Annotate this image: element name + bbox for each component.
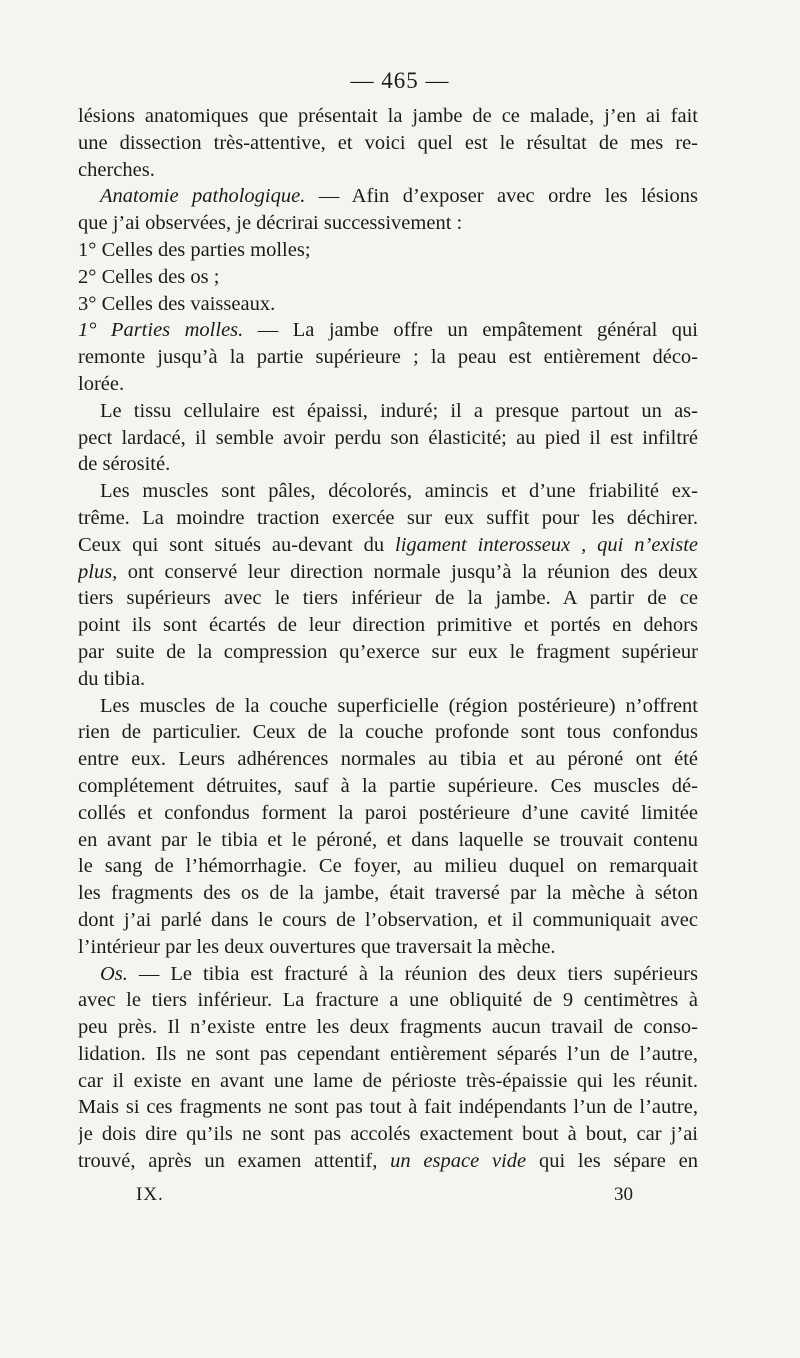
line-text: Ceux qui sont situés au-devant du <box>78 533 396 556</box>
line-text: lidation. Ils ne sont pas cependant entièrement séparés l’un de l’autre, <box>78 1042 698 1065</box>
italic-text: plus, <box>78 560 118 583</box>
line-text: complétement détruites, sauf à la partie supérieure. Ces muscles dé- <box>78 774 698 797</box>
text-line <box>78 666 698 693</box>
line-text: pect lardacé, il semble avoir perdu son élasticité; au pied il est infiltré <box>78 426 698 449</box>
text-line <box>78 425 698 452</box>
text-line <box>78 961 698 988</box>
line-text: 1° Celles des parties molles; <box>78 238 311 261</box>
italic-text: 1° Parties molles. <box>78 319 244 342</box>
text-line <box>78 183 698 210</box>
line-text: point ils sont écartés de leur direction primitive et portés en dehors <box>78 614 698 637</box>
line-text: collés et confondus forment la paroi postérieure d’une cavité limitée <box>78 801 698 824</box>
line-text: qui les sépare en <box>526 1150 698 1173</box>
line-text: remonte jusqu’à la partie supérieure ; la peau est entièrement déco- <box>78 346 698 369</box>
text-line <box>78 1094 698 1121</box>
text-line <box>78 532 698 559</box>
text-line <box>78 907 698 934</box>
line-text: — Afin d’exposer avec ordre les lésions <box>305 185 698 208</box>
line-text: cherches. <box>78 158 155 181</box>
line-text: les fragments des os de la jambe, était traversé par la mèche à séton <box>78 882 698 905</box>
text-line <box>78 800 698 827</box>
text-line <box>78 237 698 264</box>
line-text: avec le tiers inférieur. La fracture a une obliquité de 9 centimètres à <box>78 989 698 1012</box>
line-text: du tibia. <box>78 667 146 690</box>
line-text: Mais si ces fragments ne sont pas tout à fait indépendants l’un de l’autre, <box>78 1096 698 1119</box>
line-text: lésions anatomiques que présentait la jambe de ce malade, j’en ai fait <box>78 105 698 127</box>
text-line <box>78 612 698 639</box>
text-line <box>78 1148 698 1175</box>
line-text: dont j’ai parlé dans le cours de l’observation, et il communiquait avec <box>78 908 698 931</box>
line-text: car il existe en avant une lame de périoste très-épaissie qui les réunit. <box>78 1069 698 1092</box>
text-line <box>78 639 698 666</box>
text-line <box>78 880 698 907</box>
line-text: trême. La moindre traction exercée sur eux suffit pour les déchirer. <box>78 506 698 529</box>
text-line <box>78 317 698 344</box>
text-line <box>78 505 698 532</box>
sheet-number: 30 <box>614 1184 633 1205</box>
text-line <box>78 827 698 854</box>
line-text: je dois dire qu’ils ne sont pas accolés exactement bout à bout, car j’ai <box>78 1123 698 1146</box>
text-line <box>78 264 698 291</box>
line-text: en avant par le tibia et le péroné, et dans laquelle se trouvait contenu <box>78 828 698 851</box>
text-line <box>78 853 698 880</box>
text-line <box>78 344 698 371</box>
text-line <box>78 398 698 425</box>
signature-mark: IX. <box>136 1184 164 1205</box>
text-line <box>78 291 698 318</box>
text-line <box>78 130 698 157</box>
italic-text: Os. <box>100 962 128 985</box>
body-text <box>78 103 698 1175</box>
text-line <box>78 585 698 612</box>
line-text: entre eux. Leurs adhérences normales au tibia et au péroné ont été <box>78 748 698 771</box>
line-text: le sang de l’hémorrhagie. Ce foyer, au milieu duquel on remarquait <box>78 855 698 878</box>
line-text: lorée. <box>78 372 125 395</box>
line-text: 3° Celles des vaisseaux. <box>78 292 276 315</box>
italic-text: un espace vide <box>390 1150 527 1173</box>
page-footer <box>0 1184 800 1212</box>
text-line <box>78 746 698 773</box>
text-line <box>78 934 698 961</box>
line-text: ont conservé leur direction normale jusqu’à la réunion des deux <box>117 560 698 583</box>
line-text: Les muscles de la couche superficielle (région postérieure) n’offrent <box>100 694 698 717</box>
text-line <box>78 478 698 505</box>
text-line <box>78 451 698 478</box>
text-line <box>78 371 698 398</box>
line-text: rien de particulier. Ceux de la couche profonde sont tous confondus <box>78 721 698 744</box>
text-line <box>78 693 698 720</box>
text-line <box>78 719 698 746</box>
text-line <box>78 1121 698 1148</box>
line-text: Le tissu cellulaire est épaissi, induré; il a presque partout un as- <box>100 399 698 422</box>
line-text: que j’ai observées, je décrirai successivement : <box>78 212 463 235</box>
line-text: de sérosité. <box>78 453 171 476</box>
text-line <box>78 1014 698 1041</box>
line-text: — La jambe offre un empâtement général qui <box>243 319 698 342</box>
line-text: par suite de la compression qu’exerce sur eux le fragment supérieur <box>78 640 698 663</box>
line-text: l’intérieur par les deux ouvertures que traversait la mèche. <box>78 935 556 958</box>
text-line <box>78 1041 698 1068</box>
text-line <box>78 773 698 800</box>
page-number: — 465 — <box>350 68 450 93</box>
text-line <box>78 987 698 1014</box>
italic-text: Anatomie pathologique. <box>100 185 306 208</box>
line-text: peu près. Il n’existe entre les deux fragments aucun travail de conso- <box>78 1016 698 1039</box>
text-line <box>78 210 698 237</box>
line-text: trouvé, après un examen attentif, <box>78 1150 391 1173</box>
line-text: — Le tibia est fracturé à la réunion des deux tiers supérieurs <box>127 962 698 985</box>
line-text: une dissection très-attentive, et voici quel est le résultat de mes re- <box>78 131 698 154</box>
text-line <box>78 103 698 130</box>
line-text: tiers supérieurs avec le tiers inférieur de la jambe. A partir de ce <box>78 587 698 610</box>
text-line <box>78 1068 698 1095</box>
line-text: Les muscles sont pâles, décolorés, amincis et d’une friabilité ex- <box>100 480 698 503</box>
text-line <box>78 157 698 184</box>
text-line <box>78 559 698 586</box>
italic-text: ligament interosseux , qui n’existe <box>395 533 698 556</box>
line-text: 2° Celles des os ; <box>78 265 220 288</box>
